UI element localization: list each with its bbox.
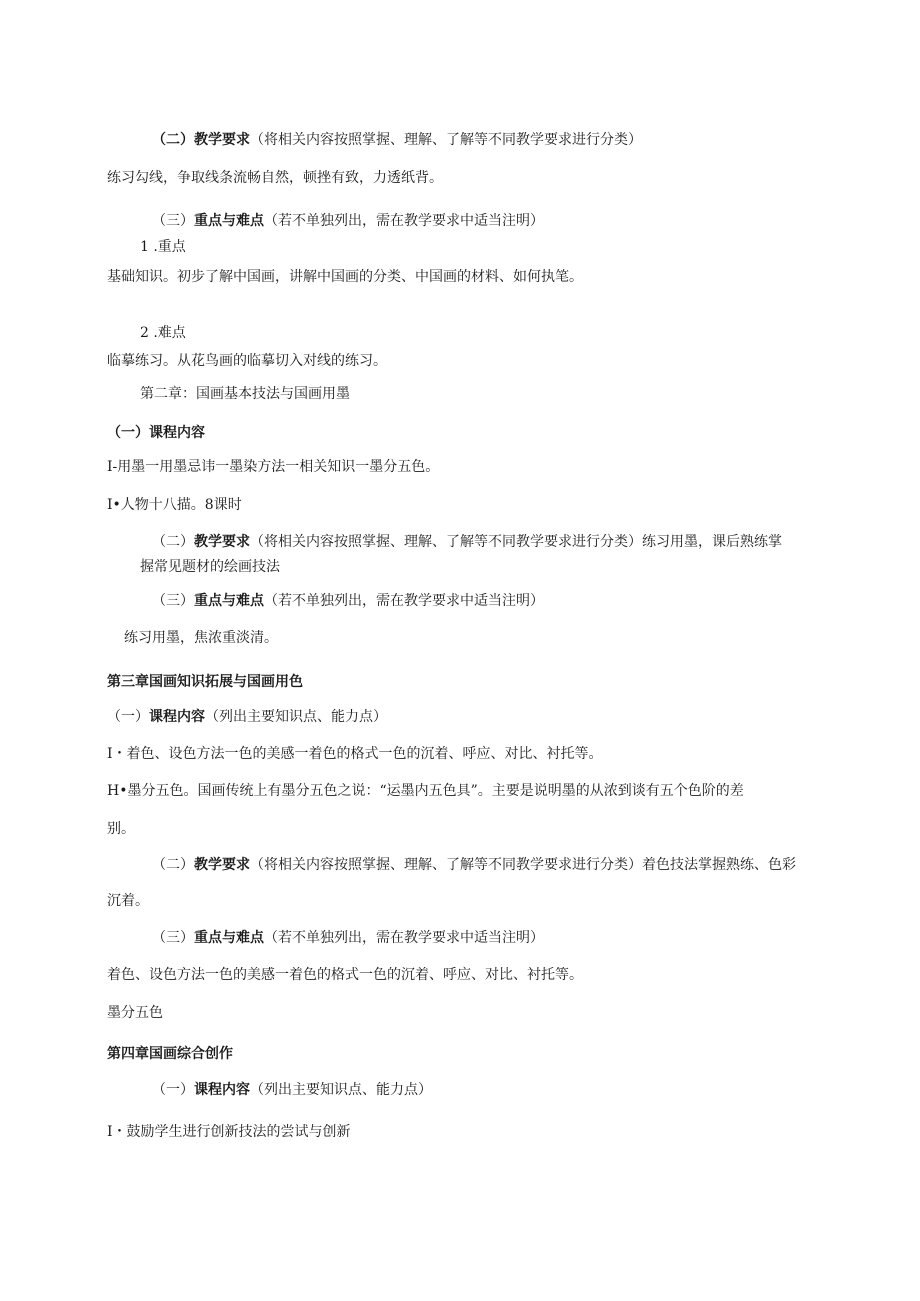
note: （将相关内容按照掌握、理解、了解等不同教学要求进行分类）着色技法掌握熟练、色彩 [250, 857, 796, 873]
ch3-item2-line1: H•墨分五色。国画传统上有墨分五色之说：“运墨内五色具”。主要是说明墨的从浓到谈有五个色阶的差 [107, 783, 744, 799]
ch1-point2-heading: 2 .难点 [140, 325, 186, 341]
note: （列出主要知识点、能力点） [250, 1082, 432, 1098]
prefix: （三） [152, 593, 194, 609]
ch4-item1: I・鼓励学生进行创新技法的尝试与创新 [107, 1124, 351, 1140]
ch2-key-points-text: 练习用墨，焦浓重淡清。 [124, 630, 278, 646]
ch2-key-points-heading [152, 592, 544, 610]
ch3-key-points-heading [152, 929, 544, 947]
prefix: （二） [152, 132, 194, 148]
ch3-requirements-text: 沉着。 [107, 893, 149, 909]
label: 课程内容 [194, 1082, 250, 1098]
note: （若不单独列出，需在教学要求中适当注明） [264, 930, 544, 946]
ch2-title: 第二章：国画基本技法与国画用墨 [140, 386, 350, 402]
prefix: （一） [107, 709, 149, 725]
prefix: （三） [152, 213, 194, 229]
prefix: （一） [152, 1082, 194, 1098]
note: （列出主要知识点、能力点） [205, 709, 387, 725]
label: 重点与难点 [194, 930, 264, 946]
ch4-content-heading [152, 1081, 432, 1099]
ch3-title: 第三章国画知识拓展与国画用色 [107, 674, 303, 690]
ch3-content-heading [107, 708, 387, 726]
ch1-point1-heading: 1 .重点 [140, 239, 186, 255]
ch2-requirements-text: 握常见题材的绘画技法 [140, 559, 280, 575]
ch3-requirements-heading [152, 856, 796, 874]
note: （若不单独列出，需在教学要求中适当注明） [264, 213, 544, 229]
ch2-item1: I-用墨一用墨忌讳一墨染方法一相关知识一墨分五色。 [107, 459, 440, 475]
ch3-item1: I・着色、设色方法一色的美感一着色的格式一色的沉着、呼应、对比、衬托等。 [107, 746, 603, 762]
note: （若不单独列出，需在教学要求中适当注明） [264, 593, 544, 609]
prefix: （二） [152, 857, 194, 873]
label: 教学要求 [194, 857, 250, 873]
label: 课程内容 [149, 709, 205, 725]
prefix: （三） [152, 930, 194, 946]
label: 重点与难点 [194, 213, 264, 229]
label: 重点与难点 [194, 593, 264, 609]
ch1-requirements-text: 练习勾线，争取线条流畅自然，顿挫有致，力透纸背。 [107, 170, 443, 186]
ch2-content-heading: （一）课程内容 [107, 425, 205, 441]
note: （将相关内容按照掌握、理解、了解等不同教学要求进行分类）练习用墨，课后熟练掌 [250, 534, 782, 550]
ch3-key-points-text1: 着色、设色方法一色的美感一着色的格式一色的沉着、呼应、对比、衬托等。 [107, 967, 583, 983]
ch1-point2-text: 临摹练习。从花鸟画的临摹切入对线的练习。 [107, 353, 387, 369]
ch1-requirements-heading [152, 131, 642, 149]
note: （将相关内容按照掌握、理解、了解等不同教学要求进行分类） [250, 132, 642, 148]
ch2-requirements-heading [152, 533, 782, 551]
label: 教学要求 [194, 534, 250, 550]
ch2-item2: I•人物十八描。8课时 [107, 497, 242, 513]
ch1-point1-text: 基础知识。初步了解中国画，讲解中国画的分类、中国画的材料、如何执笔。 [107, 269, 583, 285]
ch3-item2-line2: 别。 [107, 821, 135, 837]
label: 教学要求 [194, 132, 250, 148]
ch1-key-points-heading [152, 212, 544, 230]
ch3-key-points-text2: 墨分五色 [107, 1005, 163, 1021]
ch4-title: 第四章国画综合创作 [107, 1046, 233, 1062]
prefix: （二） [152, 534, 194, 550]
